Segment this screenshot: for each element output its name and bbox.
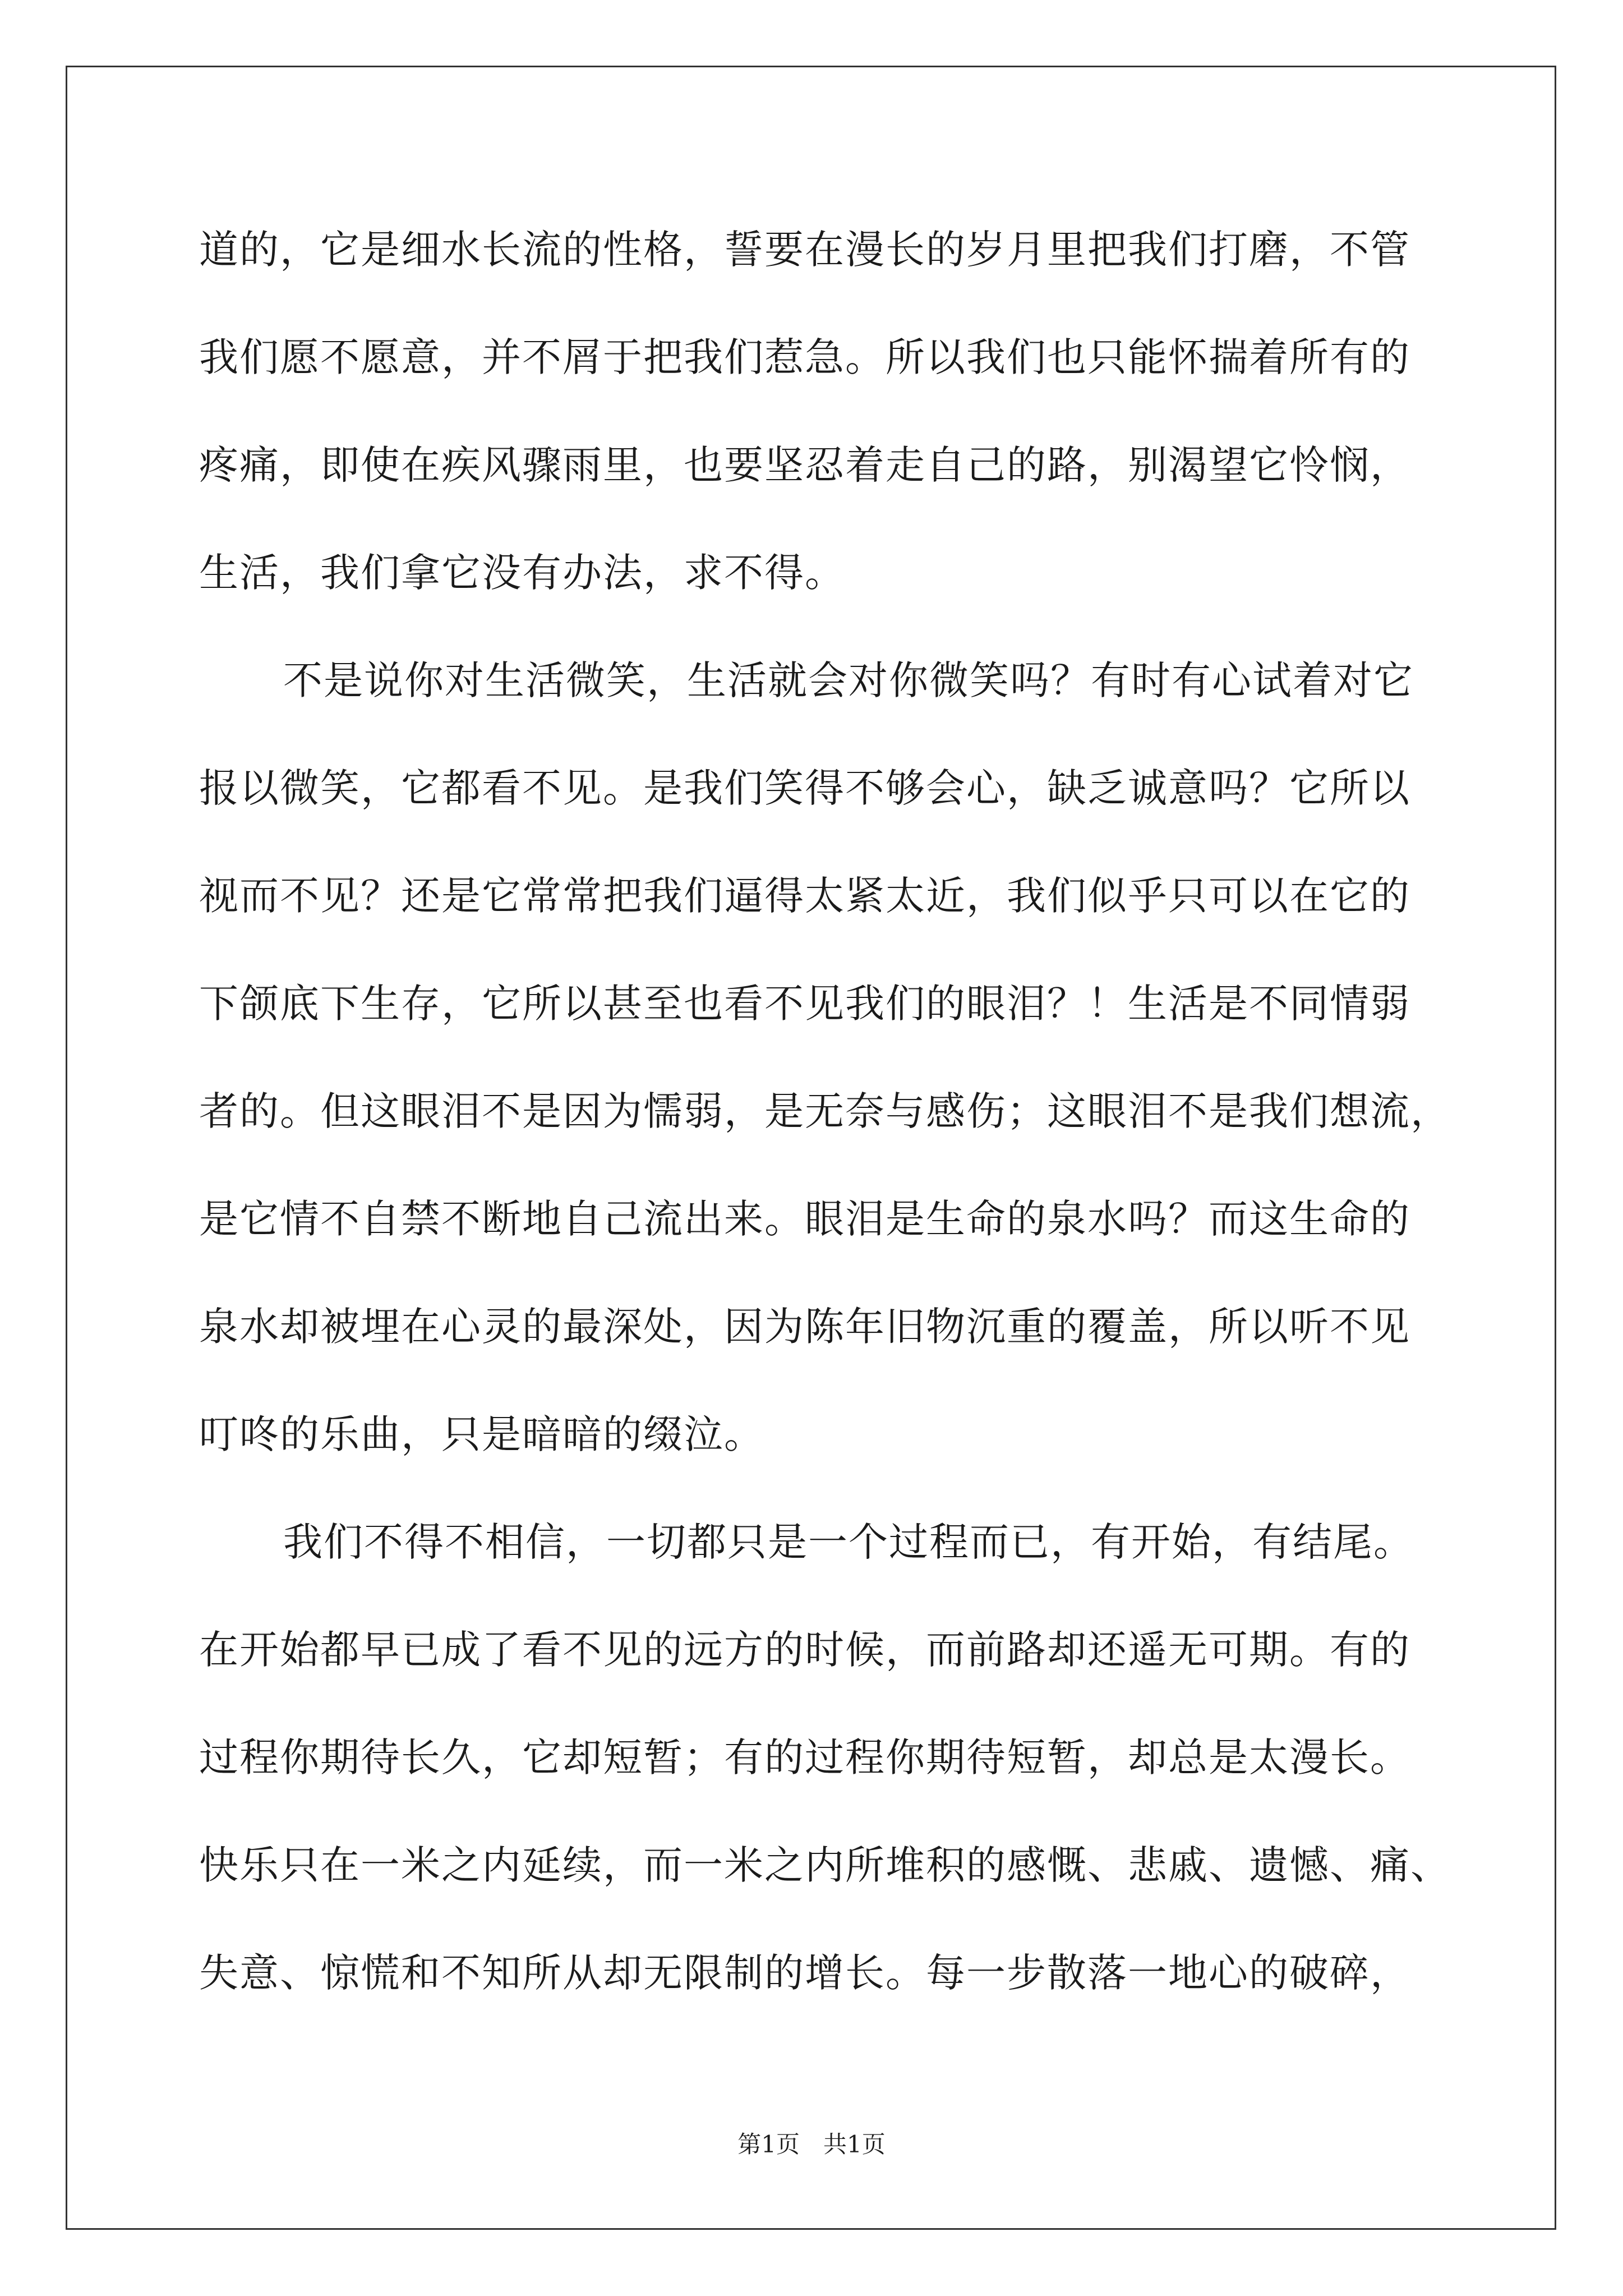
page-footer: 第1页 共1页	[737, 2131, 886, 2158]
text-line-17: 失意、惊慌和不知所从却无限制的增长。每一步散落一地心的破碎，	[199, 1950, 1410, 1996]
text-line-7: 视而不见？还是它常常把我们逼得太紧太近，我们似乎只可以在它的	[199, 873, 1410, 919]
document-body	[199, 208, 1450, 2039]
text-line-10: 是它情不自禁不断地自己流出来。眼泪是生命的泉水吗？而这生命的	[199, 1196, 1410, 1242]
text-line-15: 过程你期待长久，它却短暂；有的过程你期待短暂，却总是太漫长。	[199, 1734, 1410, 1780]
text-line-8: 下颌底下生存，它所以甚至也看不见我们的眼泪？！生活是不同情弱	[199, 981, 1410, 1027]
text-line-5: 不是说你对生活微笑，生活就会对你微笑吗？有时有心试着对它	[283, 657, 1414, 703]
text-line-16: 快乐只在一米之内延续，而一米之内所堆积的感慨、悲戚、遗憾、痛、	[199, 1842, 1451, 1888]
text-line-1: 道的，它是细水长流的性格，誓要在漫长的岁月里把我们打磨，不管	[199, 227, 1410, 273]
text-line-13: 我们不得不相信，一切都只是一个过程而已，有开始，有结尾。	[283, 1519, 1414, 1565]
text-line-6: 报以微笑，它都看不见。是我们笑得不够会心，缺乏诚意吗？它所以	[199, 765, 1410, 811]
text-line-12: 叮咚的乐曲，只是暗暗的缀泣。	[199, 1411, 764, 1457]
text-line-9: 者的。但这眼泪不是因为懦弱，是无奈与感伤；这眼泪不是我们想流，	[199, 1088, 1451, 1134]
text-line-11: 泉水却被埋在心灵的最深处，因为陈年旧物沉重的覆盖，所以听不见	[199, 1304, 1410, 1350]
text-line-4: 生活，我们拿它没有办法，求不得。	[199, 550, 845, 596]
text-line-14: 在开始都早已成了看不见的远方的时候，而前路却还遥无可期。有的	[199, 1627, 1410, 1673]
text-line-2: 我们愿不愿意，并不屑于把我们惹急。所以我们也只能怀揣着所有的	[199, 334, 1410, 380]
text-line-3: 疼痛，即使在疾风骤雨里，也要坚忍着走自己的路，别渴望它怜悯，	[199, 442, 1410, 488]
